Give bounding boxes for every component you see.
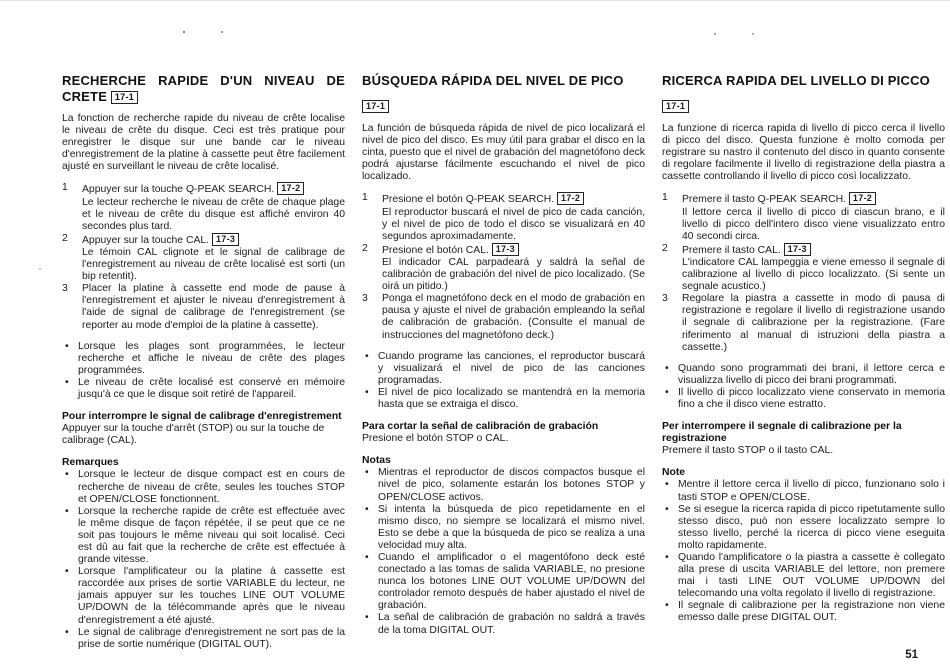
section-title-text: RECHERCHE RAPIDE D'UN NIVEAU DE CRETE (62, 73, 345, 104)
scan-speck (183, 31, 185, 33)
notes-bullets (362, 467, 645, 636)
step-text (82, 233, 345, 283)
step-instruction: Appuyer sur la touche CAL. (82, 234, 210, 246)
note-item: • Se si esegue la ricerca rapida di picco ripetutamente sullo stesso disco, può non essere localizzato sempre lo stesso livello, perché la ricerca di picco viene eseguita molto rapidamente. (662, 504, 945, 552)
step-number: 3 (362, 293, 368, 305)
figure-ref-badge: 17-3 (784, 243, 811, 256)
numbered-steps (362, 192, 645, 341)
step-instruction: Regolare la piastra a cassette in modo di pausa di registrazione e regolare il livello di registrazione usando il segnale di calibrazione per la registrazione. (Fare riferimento al manual di istruzioni della piastra a cassette.) (682, 293, 945, 353)
title-ref-line (662, 97, 945, 115)
step-instruction: Presione el botón Q-PEAK SEARCH. (382, 194, 555, 206)
step-text (82, 283, 345, 331)
step-1 (62, 182, 345, 232)
step-text (82, 182, 345, 232)
step-2 (662, 243, 945, 293)
column-french (62, 73, 345, 651)
numbered-steps (62, 182, 345, 331)
step-detail: Le témoin CAL clignote et le signal de calibrage de l'enregistrement au niveau de crête localisé est sorti (un bip retentit). (82, 246, 345, 283)
step-detail: Le lecteur recherche le niveau de crête de chaque plage et le niveau de crête du disque est affiché environ 40 secondes plus tard. (82, 196, 345, 232)
figure-ref-badge: 17-2 (277, 182, 304, 195)
note-item: • Mentre il lettore cerca il livello di picco, funzionano solo i tasti STOP e OPEN/CLOSE. (662, 479, 945, 503)
notes-bullets (662, 479, 945, 624)
note-item: • Lorsque l'amplificateur ou la platine à cassette est raccordée aux prises de sortie VARIABLE du lecteur, ne jamais appuyer sur les touches LINE OUT VOLUME UP/DOWN de la télécommande après que le niveau d'enregistrement a été ajusté. (62, 566, 345, 626)
notes-heading: Notas (362, 455, 391, 467)
stop-signal-heading: Pour interrompre le signal de calibrage d'enregistrement (62, 411, 342, 423)
notes-heading: Note (662, 467, 686, 479)
scan-speck (39, 268, 41, 270)
note-item: • Lorsque le lecteur de disque compact est en cours de recherche de niveau de crête, seules les touches STOP et OPEN/CLOSE fonctionnent. (62, 469, 345, 505)
intro-paragraph: La funzione di ricerca rapida di livello di picco cerca il livello di picco del disco. Questa funzione è molto comoda per registrare su nastro il contenuto del disco in quanto consente di regolare facilmente il livello di registrazione della piastra a cassette controllando il livello di picco così localizzato. (662, 123, 945, 183)
step-text (382, 192, 645, 242)
column-italian (662, 73, 945, 651)
notes-bullets (62, 469, 345, 650)
step-lead (682, 192, 945, 206)
bullet-item: • Lorsque les plages sont programmées, le lecteur recherche et affiche le niveau de crête des plages programmées. (62, 341, 345, 377)
stop-signal-text: Presione el botón STOP o CAL. (362, 433, 509, 445)
note-item: • Lorsque la recherche rapide de crête est effectuée avec le même disque de façon répétée, il se peut que ce ne soit pas toujours le même niveau qui soit localisé. Ceci est dû au fait que la recherche de crête est effectuée à grande vitesse. (62, 506, 345, 566)
scan-speck (221, 31, 223, 33)
step-text (682, 192, 945, 242)
step-lead (682, 243, 945, 257)
stop-signal-heading: Per interrompere il segnale di calibrazione per la registrazione (662, 421, 902, 445)
step-number: 2 (62, 232, 68, 244)
step-number: 3 (662, 293, 668, 305)
note-item: • Si intenta la búsqueda de pico repetidamente en el mismo disco, no siempre se localizará el mismo nivel. Esto se debe a que la búsqueda de pico se realiza a una velocidad muy alta. (362, 504, 645, 552)
figure-ref-badge: 17-1 (362, 100, 389, 113)
stop-signal-text: Appuyer sur la touche d'arrêt (STOP) ou sur la touche de calibrage (CAL). (62, 423, 325, 447)
step-number: 2 (362, 242, 368, 254)
note-item: • Il segnale di calibrazione per la registrazione non viene emesso dalle prese DIGITAL OUT. (662, 600, 945, 624)
figure-ref-badge: 17-2 (557, 192, 584, 205)
three-column-layout (62, 73, 945, 651)
step-3 (62, 283, 345, 331)
note-item: • Cuando el amplificador o el magentófono deck esté conectado a las tomas de salida VARIABLE, no presione nunca los botones LINE OUT VOLUME UP/DOWN del controlador remoto después de haber ajustado el nivel de grabación. (362, 552, 645, 612)
bullet-item: • Le niveau de crête localisé est conservé en mémoire jusqu'à ce que le disque soit retiré de l'appareil. (62, 377, 345, 401)
step-lead (382, 192, 645, 206)
step-2 (362, 243, 645, 293)
step-3 (662, 293, 945, 353)
step-instruction: Appuyer sur la touche Q-PEAK SEARCH. (82, 184, 275, 196)
step-1 (362, 192, 645, 242)
step-lead (382, 243, 645, 257)
step-instruction: Premere il tasto Q-PEAK SEARCH. (682, 194, 846, 206)
figure-ref-badge: 17-3 (212, 233, 239, 246)
step-number: 1 (362, 192, 368, 204)
step-text (382, 293, 645, 341)
note-item: • Le signal de calibrage d'enregistrement ne sort pas de la prise de sortie numérique (DIGITAL OUT). (62, 627, 345, 651)
section-title-spanish: BÚSQUEDA RÁPIDA DEL NIVEL DE PICO (362, 73, 624, 88)
step-detail: El indicador CAL parpadeará y saldrá la señal de calibración de grabación del nivel de pico localizado. (Se oirá un pitido.) (382, 256, 645, 293)
figure-ref-badge: 17-2 (849, 192, 876, 205)
note-item: • Mientras el reproductor de discos compactos busque el nivel de pico, solamente estarán los botones STOP y OPEN/CLOSE activos. (362, 467, 645, 503)
section-title-french (62, 73, 345, 105)
step-2 (62, 233, 345, 283)
figure-ref-badge: 17-3 (492, 243, 519, 256)
notes-heading: Remarques (62, 457, 119, 469)
step-lead (82, 182, 345, 196)
step-detail: L'indicatore CAL lampeggia e viene emesso il segnale di calibrazione al livello di picco localizzato. (Si sente un segnale acustico.) (682, 256, 945, 293)
numbered-steps (662, 192, 945, 353)
step-text (682, 243, 945, 293)
stop-signal-text: Premere il tasto STOP o il tasto CAL. (662, 445, 834, 457)
step-detail: Il lettore cerca il livello di picco di ciascun brano, e il livello di picco dell'intero disco viene visualizzato entro 40 secondi circa. (682, 206, 945, 242)
step-3 (362, 293, 645, 341)
step-text (682, 293, 945, 353)
info-bullets (362, 351, 645, 411)
step-instruction: Ponga el magnetófono deck en el modo de grabación en pausa y ajuste el nivel de grabación empleando la señal de calibración de grabación. (Consulte el manual de instrucciones del magnetófono deck.) (382, 293, 645, 341)
note-item: • Quando l'amplificatore o la piastra a cassette è collegato alla prese di uscita VARIABLE del lettore, non premere mai i tasti LINE OUT VOLUME UP/DOWN del telecomando una volta regolato il livello di registrazione. (662, 552, 945, 600)
info-bullets (662, 363, 945, 411)
step-instruction: Premere il tasto CAL. (682, 244, 781, 256)
intro-paragraph: La función de búsqueda rápida de nivel de pico localizará el nivel de pico del disco. Es muy útil para grabar el disco en la cinta, puesto que el nivel de grabación del magnetófono deck podrá ajustarse fácilmente escuchando el nivel de pico localizado. (362, 123, 645, 183)
page-number: 51 (905, 649, 918, 661)
column-spanish (362, 73, 645, 651)
step-number: 1 (62, 182, 68, 194)
section-title-italian: RICERCA RAPIDA DEL LIVELLO DI PICCO (662, 73, 930, 88)
step-1 (662, 192, 945, 242)
bullet-item: • Il livello di picco localizzato viene conservato in memoria fino a che il disco viene estratto. (662, 387, 945, 411)
step-number: 1 (662, 192, 668, 204)
step-text (382, 243, 645, 293)
info-bullets (62, 341, 345, 401)
step-number: 2 (662, 242, 668, 254)
figure-ref-badge: 17-1 (111, 91, 138, 104)
bullet-item: • Quando sono programmati dei brani, il lettore cerca e visualizza livello di picco dei brani programmati. (662, 363, 945, 387)
scan-speck (714, 33, 716, 35)
step-lead (82, 233, 345, 247)
scan-speck (752, 33, 754, 35)
note-item: • La señal de calibración de grabación no saldrá a través de la toma DIGITAL OUT. (362, 612, 645, 636)
step-number: 3 (62, 283, 68, 295)
step-detail: El reproductor buscará el nivel de pico de cada canción, y el nivel de pico de todo el disco se visualizará en 40 segundos aproximadamente. (382, 206, 645, 242)
stop-signal-heading: Para cortar la señal de calibración de grabación (362, 421, 599, 433)
title-ref-line (362, 97, 645, 115)
figure-ref-badge: 17-1 (662, 100, 689, 113)
bullet-item: • Cuando programe las canciones, el reproductor buscará y visualizará el nivel de pico de las canciones programadas. (362, 351, 645, 387)
step-instruction: Presione el botón CAL. (382, 244, 489, 256)
intro-paragraph: La fonction de recherche rapide du niveau de crête localise le niveau de crête du disque. Ceci est très pratique pour enregistrer le disque sur une bande car le niveau d'enregistrement de la platine à cassette peut être facilement ajusté en surveillant le niveau de crête localisé. (62, 113, 345, 173)
bullet-item: • El nivel de pico localizado se mantendrá en la memoria hasta que se extraiga el disco. (362, 387, 645, 411)
step-instruction: Placer la platine à cassette end mode de pause à l'enregistrement et ajuster le niveau d'enregistrement à l'aide de signal de calibrage de l'enregistrement (se reporter au mode d'emploi de la platine à cassette). (82, 283, 345, 331)
